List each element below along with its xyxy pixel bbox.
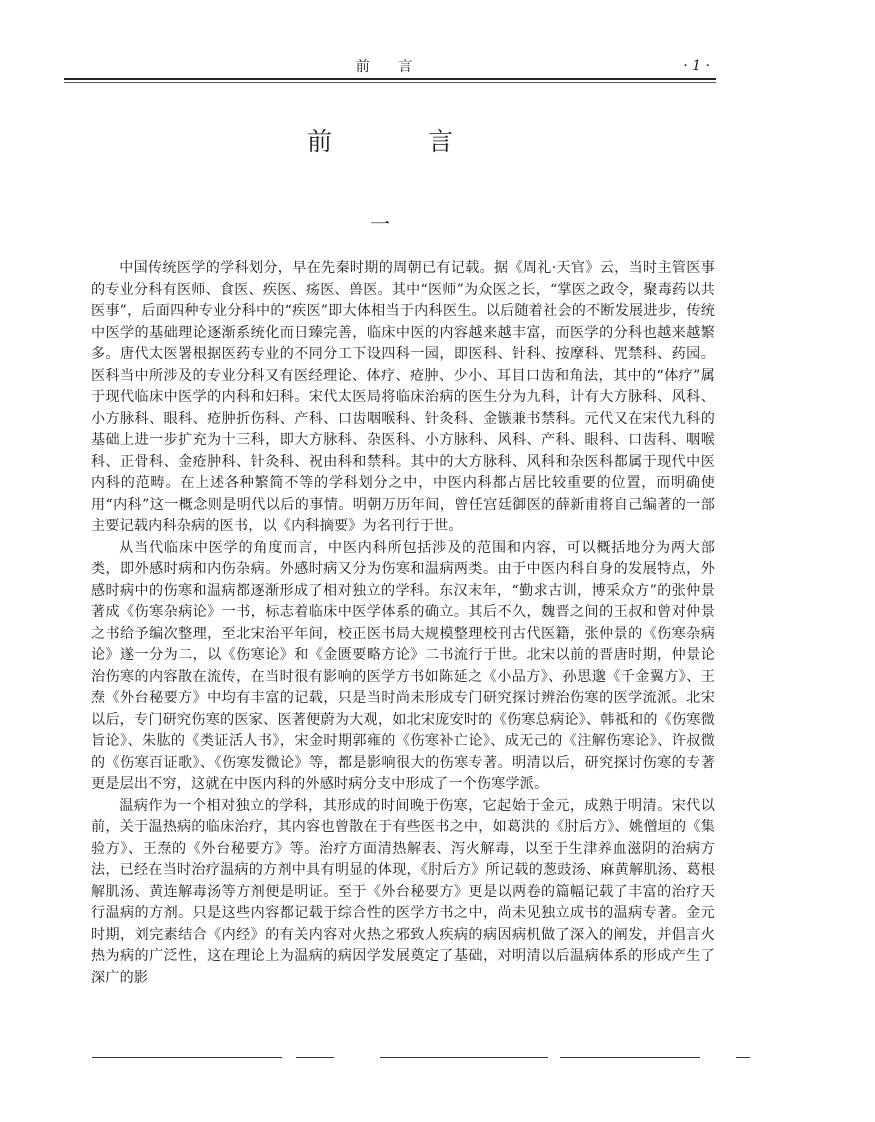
page-header	[64, 56, 716, 78]
page-title: 前 言	[307, 127, 497, 156]
footer-rule	[92, 1057, 282, 1058]
footer-rule	[296, 1057, 334, 1058]
footer-rule	[560, 1057, 700, 1058]
paragraph: 从当代临床中医学的角度而言，中医内科所包括涉及的范围和内容，可以概括地分为两大部类，即外感时病和内伤杂病。外感时病又分为伤寒和温病两类。由于中医内科自身的发展特点，外感时病中的伤寒和温病都逐渐形成了相对独立的学科。东汉末年，“勤求古训，博采众方”的张仲景著成《伤寒杂病论》一书，标志着临床中医学体系的确立。其后不久，魏晋之间的王叔和曾对仲景之书给予编次整理，至北宋治平年间，校正医书局大规模整理校刊古代医籍，张仲景的《伤寒杂病论》遂一分为二，以《伤寒论》和《金匮要略方论》二书流行于世。北宋以前的晋唐时期，仲景论治伤寒的内容散在流传，在当时很有影响的医学方书如陈延之《小品方》、孙思邈《千金翼方》、王焘《外台秘要方》中均有丰富的记载，只是当时尚未形成专门研究探讨辨治伤寒的医学流派。北宋以后，专门研究伤寒的医家、医著便蔚为大观，如北宋庞安时的《伤寒总病论》、韩祗和的《伤寒微旨论》、朱肱的《类证活人书》，宋金时期郭雍的《伤寒补亡论》、成无己的《注解伤寒论》、许叔微的《伤寒百证歌》、《伤寒发微论》等，都是影响很大的伤寒专著。明清以后，研究探讨伤寒的专著更是层出不穷，这就在中医内科的外感时病分支中形成了一个伤寒学派。	[91, 539, 715, 792]
body-text	[91, 258, 715, 989]
page-number: · 1 ·	[683, 58, 710, 74]
paragraph: 中国传统医学的学科划分，早在先秦时期的周朝已有记载。据《周礼·天官》云，当时主管医事的专业分科有医师、食医、疾医、疡医、兽医。其中“医师”为众医之长，“掌医之政令，聚毒药以共医事”，后面四种专业分科中的“疾医”即大体相当于内科医生。以后随着社会的不断发展进步，传统中医学的基础理论逐渐系统化而日臻完善，临床中医的内容越来越丰富，而医学的分科也越来越繁多。唐代太医署根据医药专业的不同分工下设四科一园，即医科、针科、按摩科、咒禁科、药园。医科当中所涉及的专业分科又有医经理论、体疗、疮肿、少小、耳目口齿和角法，其中的“体疗”属于现代临床中医学的内科和妇科。宋代太医局将临床治病的医生分为九科，计有大方脉科、风科、小方脉科、眼科、疮肿折伤科、产科、口齿咽喉科、针灸科、金镞兼书禁科。元代又在宋代九科的基础上进一步扩充为十三科，即大方脉科、杂医科、小方脉科、风科、产科、眼科、口齿科、咽喉科、正骨科、金疮肿科、针灸科、祝由科和禁科。其中的大方脉科、风科和杂医科都属于现代中医内科的范畴。在上述各种繁简不等的学科划分之中，中医内科都占居比较重要的位置，而明确使用“内科”这一概念则是明代以后的事情。明朝万历年间，曾任宫廷御医的薛新甫将自己编著的一部主要记载内科杂病的医书，以《内科摘要》为名刊行于世。	[91, 260, 715, 534]
section-number: 一	[370, 212, 390, 236]
footer-rule	[736, 1057, 750, 1058]
running-title: 前 言	[355, 59, 425, 75]
header-rule-thin	[64, 82, 716, 83]
header-rule	[64, 78, 716, 80]
footer-rule	[380, 1057, 548, 1058]
paragraph: 温病作为一个相对独立的学科，其形成的时间晚于伤寒，它起始于金元，成熟于明清。宋代以前，关于温热病的临床治疗，其内容也曾散在于有些医书之中，如葛洪的《肘后方》、姚僧垣的《集验方》、王焘的《外台秘要方》等。治疗方面清热解表、泻火解毒，以至于生津养血滋阴的治病方法，已经在当时治疗温病的方剂中具有明显的体现，《肘后方》所记载的葱豉汤、麻黄解肌汤、葛根解肌汤、黄连解毒汤等方剂便是明证。至于《外台秘要方》更是以两卷的篇幅记载了丰富的治疗天行温病的方剂。只是这些内容都记载于综合性的医学方书之中，尚未见独立成书的温病专著。金元时期，刘完素结合《内经》的有关内容对火热之邪致人疾病的病因病机做了深入的阐发，并倡言火热为病的广泛性，这在理论上为温病的病因学发展奠定了基础，对明清以后温病体系的形成产生了深广的影	[91, 797, 715, 986]
